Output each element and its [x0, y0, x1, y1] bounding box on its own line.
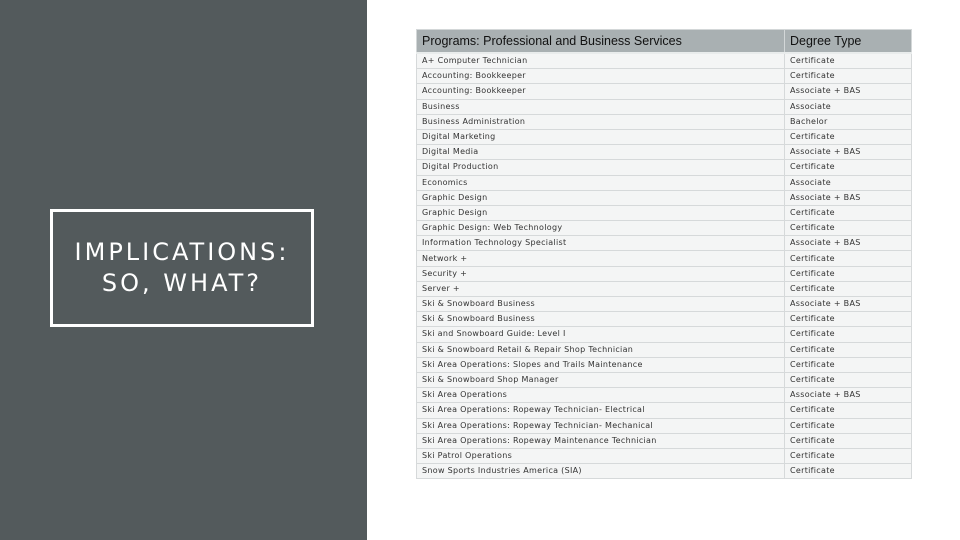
programs-table-container: [416, 29, 911, 479]
program-name-cell: Network +: [417, 251, 785, 266]
degree-type-cell: Bachelor: [785, 114, 912, 129]
program-name-cell: Security +: [417, 266, 785, 281]
degree-type-cell: Certificate: [785, 464, 912, 479]
program-name-cell: Ski Area Operations: [417, 388, 785, 403]
program-name-cell: Ski Area Operations: Ropeway Technician- Mechanical: [417, 418, 785, 433]
program-name-cell: Server +: [417, 281, 785, 296]
program-name-cell: A+ Computer Technician: [417, 53, 785, 69]
table-body: [417, 53, 912, 479]
table-row: [417, 221, 912, 236]
table-row: [417, 403, 912, 418]
table-row: [417, 312, 912, 327]
degree-type-cell: Associate + BAS: [785, 297, 912, 312]
program-name-cell: Ski Patrol Operations: [417, 448, 785, 463]
slide-title-line-2: SO, WHAT?: [101, 269, 263, 297]
table-row: [417, 114, 912, 129]
degree-type-cell: Certificate: [785, 327, 912, 342]
degree-type-cell: Certificate: [785, 251, 912, 266]
table-row: [417, 99, 912, 114]
table-row: [417, 357, 912, 372]
table-row: [417, 160, 912, 175]
program-name-cell: Graphic Design: [417, 205, 785, 220]
table-row: [417, 53, 912, 69]
slide-title: [75, 237, 290, 299]
program-name-cell: Digital Media: [417, 145, 785, 160]
table-row: [417, 236, 912, 251]
degree-type-cell: Associate + BAS: [785, 190, 912, 205]
program-name-cell: Ski & Snowboard Shop Manager: [417, 372, 785, 387]
program-name-cell: Ski Area Operations: Ropeway Technician- Electrical: [417, 403, 785, 418]
table-row: [417, 433, 912, 448]
table-row: [417, 145, 912, 160]
program-name-cell: Economics: [417, 175, 785, 190]
program-name-cell: Accounting: Bookkeeper: [417, 84, 785, 99]
table-row: [417, 372, 912, 387]
table-row: [417, 129, 912, 144]
program-name-cell: Business: [417, 99, 785, 114]
programs-table: [416, 29, 912, 479]
column-header-degree-type: Degree Type: [785, 30, 912, 54]
degree-type-cell: Certificate: [785, 281, 912, 296]
degree-type-cell: Certificate: [785, 205, 912, 220]
left-panel: [0, 0, 367, 540]
table-row: [417, 327, 912, 342]
degree-type-cell: Certificate: [785, 69, 912, 84]
table-header-row: [417, 30, 912, 54]
degree-type-cell: Certificate: [785, 433, 912, 448]
table-row: [417, 464, 912, 479]
program-name-cell: Ski Area Operations: Ropeway Maintenance Technician: [417, 433, 785, 448]
table-row: [417, 297, 912, 312]
degree-type-cell: Associate + BAS: [785, 84, 912, 99]
degree-type-cell: Certificate: [785, 448, 912, 463]
table-row: [417, 69, 912, 84]
slide-title-line-1: IMPLICATIONS:: [74, 238, 290, 266]
table-row: [417, 418, 912, 433]
program-name-cell: Business Administration: [417, 114, 785, 129]
degree-type-cell: Certificate: [785, 418, 912, 433]
program-name-cell: Snow Sports Industries America (SIA): [417, 464, 785, 479]
program-name-cell: Ski & Snowboard Business: [417, 312, 785, 327]
program-name-cell: Digital Production: [417, 160, 785, 175]
degree-type-cell: Certificate: [785, 357, 912, 372]
table-row: [417, 175, 912, 190]
program-name-cell: Graphic Design: Web Technology: [417, 221, 785, 236]
table-row: [417, 388, 912, 403]
table-row: [417, 205, 912, 220]
degree-type-cell: Certificate: [785, 266, 912, 281]
degree-type-cell: Certificate: [785, 403, 912, 418]
program-name-cell: Ski & Snowboard Business: [417, 297, 785, 312]
table-row: [417, 190, 912, 205]
table-row: [417, 251, 912, 266]
program-name-cell: Ski & Snowboard Retail & Repair Shop Technician: [417, 342, 785, 357]
degree-type-cell: Certificate: [785, 312, 912, 327]
program-name-cell: Information Technology Specialist: [417, 236, 785, 251]
degree-type-cell: Associate: [785, 99, 912, 114]
table-row: [417, 448, 912, 463]
program-name-cell: Digital Marketing: [417, 129, 785, 144]
program-name-cell: Ski and Snowboard Guide: Level I: [417, 327, 785, 342]
degree-type-cell: Certificate: [785, 160, 912, 175]
table-row: [417, 266, 912, 281]
table-row: [417, 281, 912, 296]
program-name-cell: Graphic Design: [417, 190, 785, 205]
degree-type-cell: Associate: [785, 175, 912, 190]
table-row: [417, 84, 912, 99]
degree-type-cell: Associate + BAS: [785, 236, 912, 251]
program-name-cell: Accounting: Bookkeeper: [417, 69, 785, 84]
degree-type-cell: Certificate: [785, 53, 912, 69]
table-row: [417, 342, 912, 357]
table-header: [417, 30, 912, 54]
degree-type-cell: Certificate: [785, 372, 912, 387]
degree-type-cell: Certificate: [785, 129, 912, 144]
title-box: [50, 209, 314, 327]
degree-type-cell: Associate + BAS: [785, 145, 912, 160]
degree-type-cell: Certificate: [785, 342, 912, 357]
degree-type-cell: Certificate: [785, 221, 912, 236]
degree-type-cell: Associate + BAS: [785, 388, 912, 403]
column-header-programs: Programs: Professional and Business Services: [417, 30, 785, 54]
program-name-cell: Ski Area Operations: Slopes and Trails Maintenance: [417, 357, 785, 372]
